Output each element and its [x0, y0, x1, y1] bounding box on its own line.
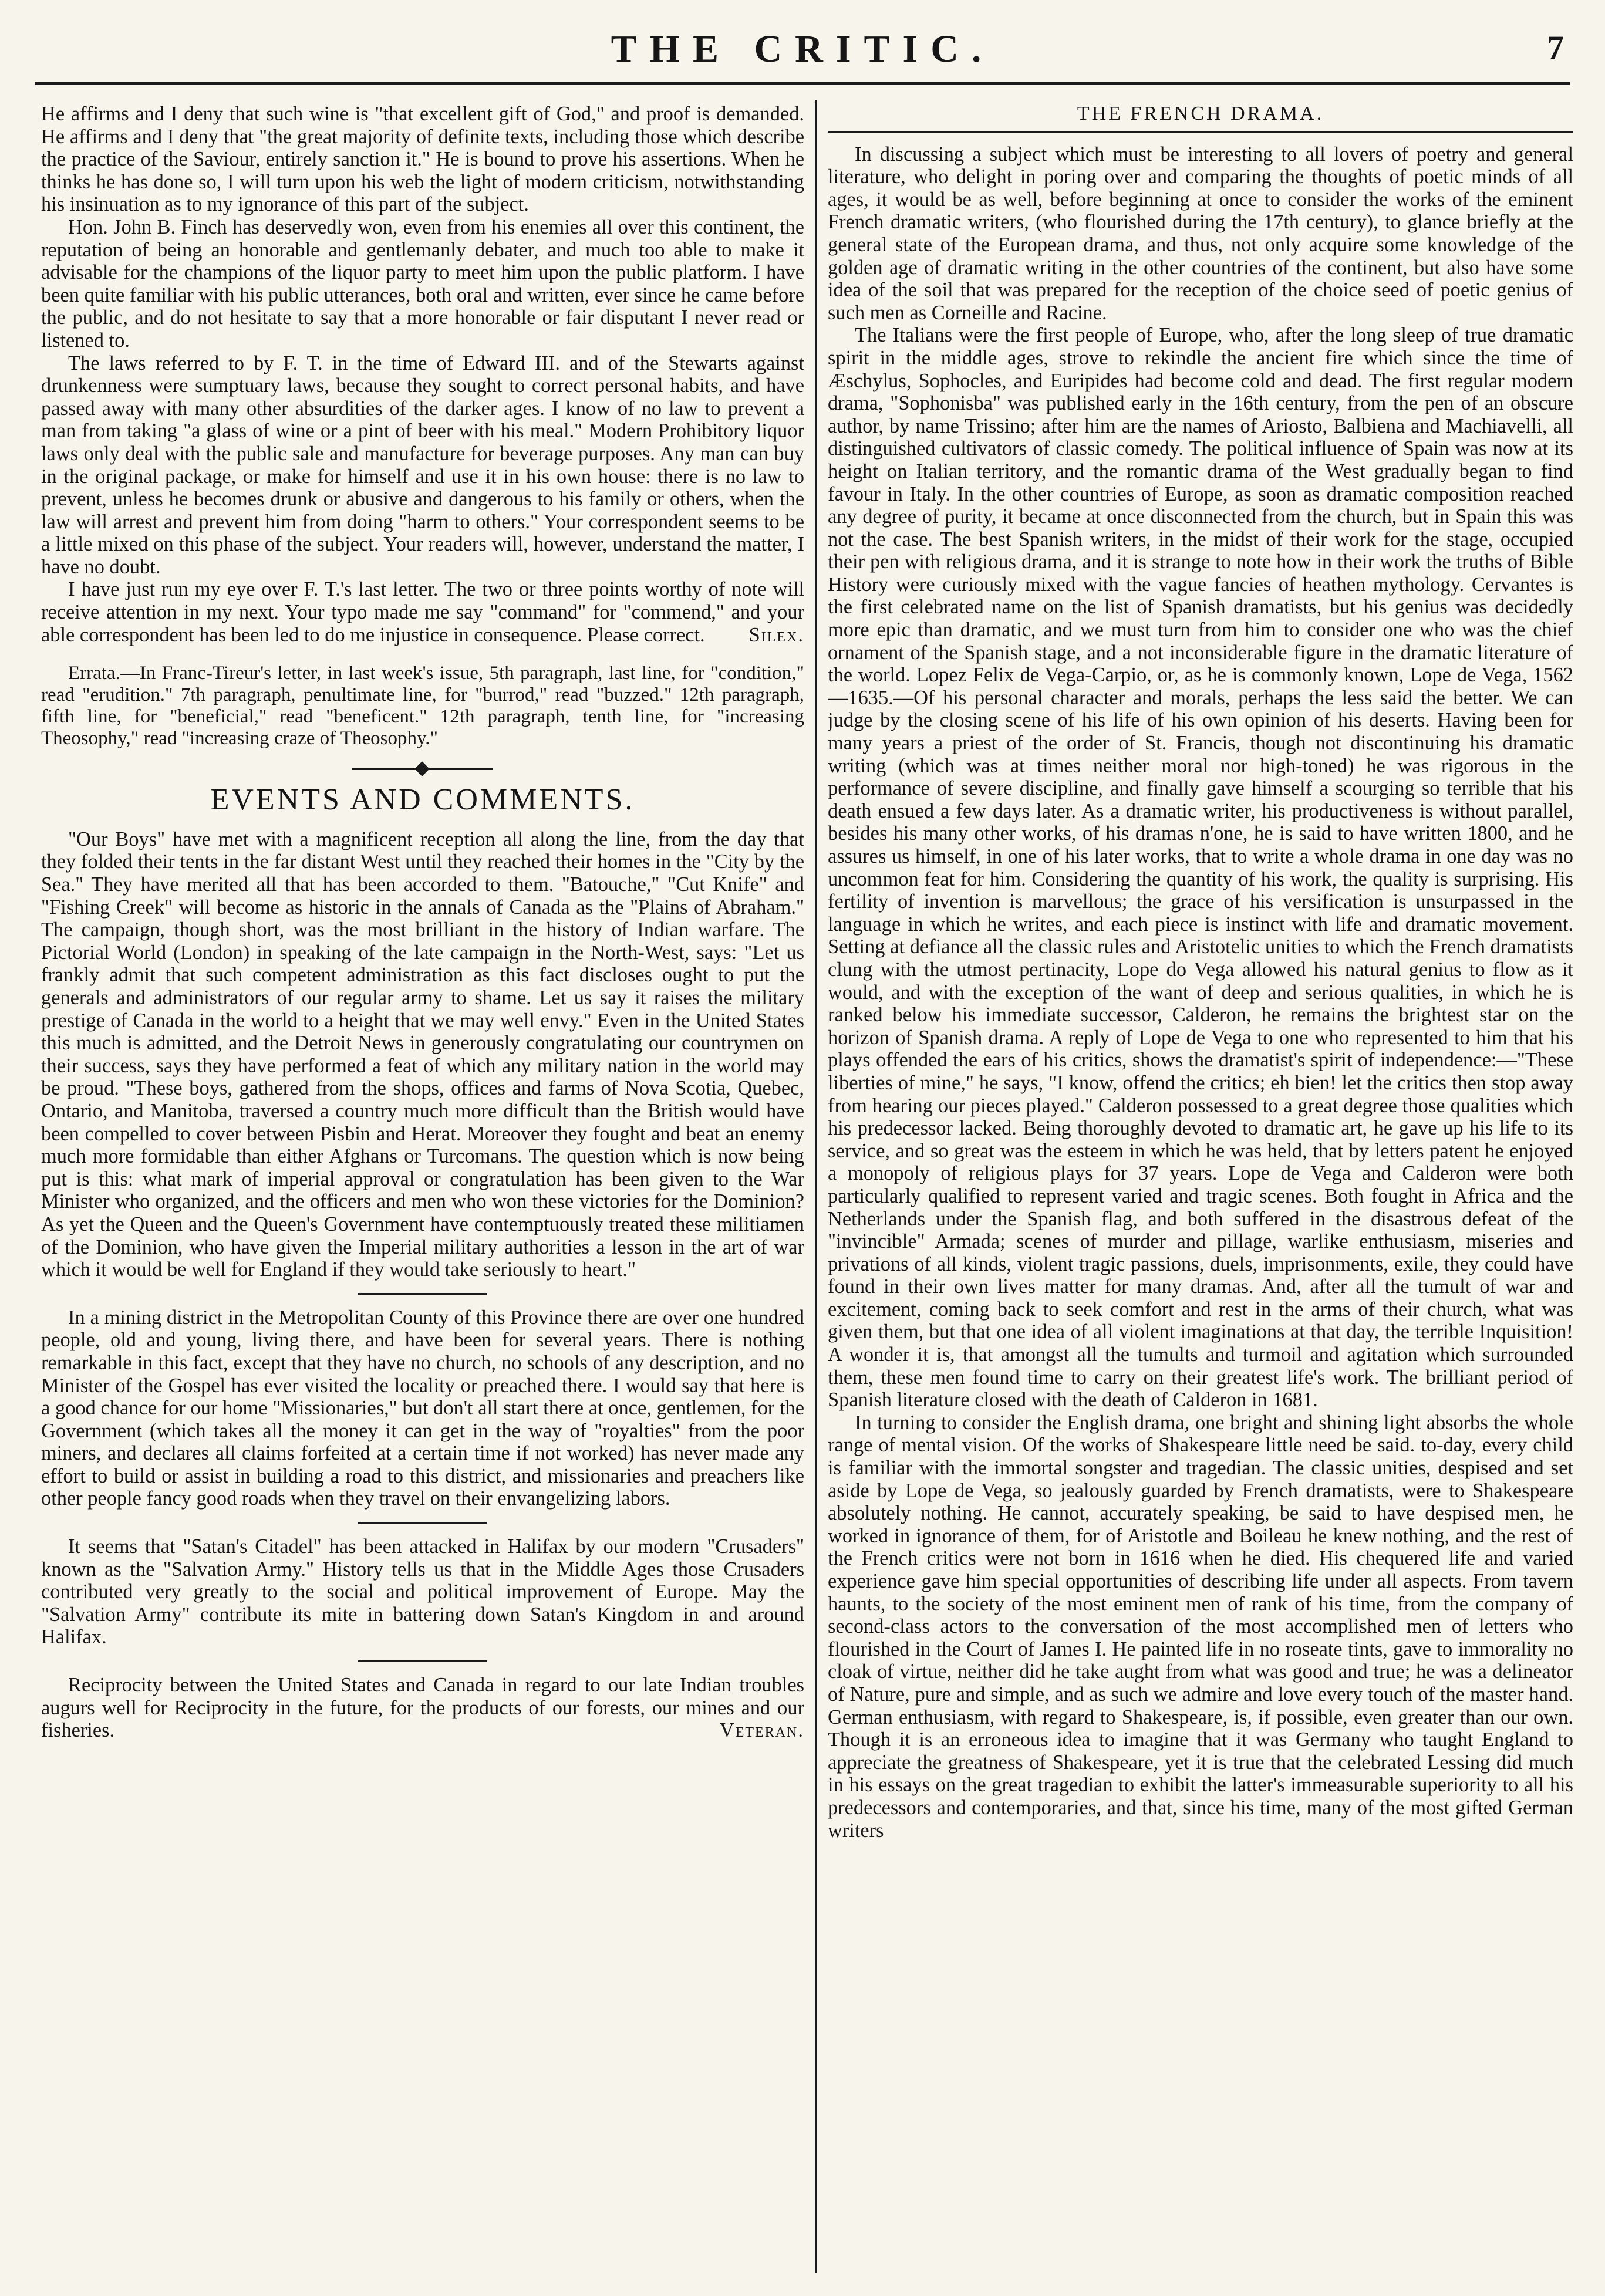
events-paragraph: In a mining district in the Metropolitan County of this Province there are over one hundred people, old and young, living there, and have been for several years. There is nothing remarkable in this fact, except that they have no church, no schools of any description, and no Minister of the Gospel has ever visited the locality or preached there. I would say that here is a good chance for our home "Missionaries," but don't all start there at once, gentlemen, for the Government (which takes all the money it can get in the way of "royalties" from the poor miners, and declares all claims forfeited at a certain time if not worked) has never made any effort to build or assist in building a road to this district, and missionaries and preachers like other people fancy good roads when they travel on their envangelizing labors. [41, 1306, 804, 1510]
events-paragraph [41, 1674, 804, 1742]
article-paragraph: In turning to consider the English drama, one bright and shining light absorbs the whole range of mental vision. Of the works of Shakespeare little need be said. to-day, every child is familiar with the immortal songster and tragedian. The classic unities, despised and set aside by Lope de Vega, so jealously guarded by French dramatists, were to Shakespeare absolutely nothing. He cannot, accurately speaking, be said to have despised men, he worked in ignorance of them, for of Aristotle and Boileau he knew nothing, and the rest of the French critics were not born in 1616 when he died. His chequered life and varied experience gave him special opportunities of describing life under all aspects. From tavern haunts, to the society of the most eminent men of rank of his time, from the company of second-class actors to the conversation of the most accomplished men of letters who flourished in the Court of James I. He painted life in no roseate tints, gave to immorality no cloak of virtue, neither did he take aught from what was good and true; he was a delineator of Nature, pure and simple, and as such we admire and love every touch of the master hand. German enthusiasm, with regard to Shakespeare, is, if possible, even greater than our own. Though it is an erroneous idea to imagine that it was Germany who taught England to appreciate the greatness of Shakespeare, yet it is true that the celebrated Lessing did much in his essays on the great tragedian to exhibit the latter's immeasurable superiority to all his predecessors and contemporaries, and that, since his time, many of the most gifted German writers [828, 1411, 1573, 1842]
letter-paragraph: He affirms and I deny that such wine is "that excellent gift of God," and proof is demanded. He affirms and I deny that "the great majority of definite texts, including those which describe the practice of the Saviour, entirely sanction it." He is bound to prove his assertions. When he thinks he has done so, I will turn upon his web the light of modern criticism, notwithstanding his insinuation as to my ignorance of this part of the subject. [41, 103, 804, 216]
separator-rule [358, 1293, 487, 1295]
spacer [41, 646, 804, 663]
letter-text: I have just run my eye over F. T.'s last letter. The two or three points worthy of note will receive attention in my next. Your typo made me say "command" for "commend," and your able correspondent has been led to do me injustice in consequence. Please correct. [41, 578, 804, 646]
page-number: 7 [1547, 29, 1564, 67]
article-paragraph: The Italians were the first people of Europe, who, after the long sleep of true dramatic spirit in the middle ages, strove to rekindle the ancient fire which since the time of Æschylus, Sophocles, and Euripides had become cold and dead. The first regular modern drama, "Sophonisba" was published early in the 16th century, from the pen of an obscure author, by name Trissino; after him are the names of Ariosto, Balbiena and Machiavelli, all distinguished cultivators of classic comedy. The political influence of Spain was now at its height on Italian territory, and the romantic drama of the West gradually began to find favour in Italy. In the other countries of Europe, as soon as dramatic composition reached any degree of purity, it became at once disconnected from the church, but in Spain this was not the case. The best Spanish writers, in the midst of their work for the stage, occupied their pen with religious drama, and it is strange to note how in their work the truths of Bible History were curiously mixed with the vague fancies of heathen mythology. Cervantes is the first celebrated name on the list of Spanish dramatists, but his genius was decidedly more epic than dramatic, and we must turn from him to consider one who was the chief ornament of the Spanish stage, and a not inconsiderable figure in the dramatic literature of the world. Lopez Felix de Vega-Carpio, or, as he is commonly known, Lope de Vega, 1562—1635.—Of his personal character and morals, perhaps the less said the better. We can judge by the closing scene of his life of his own opinion of his deserts. Having been for many years a priest of the order of St. Francis, though not discontinuing his dramatic writing (which was at times neither moral nor high-toned) he was rigorous in the performance of severe discipline, and finally gave himself a scourging so terrible that his death ensued a few days later. As a dramatic writer, his productiveness is without parallel, besides his many other works, of his dramas n'one, he is said to have written 1800, and he assures us himself, in one of his later works, that to write a whole drama in one day was no uncommon feat for him. Considering the quantity of his work, the quality is surprising. His fertility of invention is marvellous; the grace of his versification is unsurpassed in the language in which he writes, and each piece is instinct with life and dramatic movement. Setting at defiance all the classic rules and Aristotelic unities to which the French dramatists clung with the utmost pertinacity, Lope do Vega allowed his natural genius to flow as it would, and with the exception of the want of deep and serious qualities, in which he is ranked below his immediate successor, Calderon, he remains the brightest star on the horizon of Spanish drama. A reply of Lope de Vega to one who represented to him that his plays offended the ears of his critics, shows the dramatist's spirit of independence:—"These liberties of mine," he says, "I know, offend the critics; eh bien! let the critics then stop away from hearing our pieces played." Calderon possessed to a great degree those qualities which his predecessor lacked. Being thoroughly devoted to dramatic art, he gave up his life to its service, and so great was the esteem in which he was held, that by letters patent he enjoyed a monopoly of religious plays for 37 years. Lope de Vega and Calderon were both particularly qualified to represent varied and tragic scenes. Both fought in Africa and the Netherlands under the Spanish flag, and both suffered in the disastrous defeat of the "invincible" Armada; scenes of murder and pillage, warlike enthusiasm, miseries and privations of all kinds, violent tragic passions, duels, imprisonments, exile, they could have found in their own lives matter for many dramas. And, after all the tumult of war and excitement, coming back to seek comfort and rest in the arms of their church, what was given them, but that one idea of all violent imaginations at that day, the terrible Inquisition! A wonder it is, that amongst all the tumults and turmoil and agitation which surrounded them, these men found time to carry on their greatest life's work. The brilliant period of Spanish literature closed with the death of Calderon in 1681. [828, 324, 1573, 1412]
page-title: THE CRITIC. [611, 28, 994, 70]
article-heading: THE FRENCH DRAMA. [1077, 103, 1324, 124]
events-text: Reciprocity between the United States and Canada in regard to our late Indian troubles augurs well for Reciprocity in the future, for the products of our forests, our mines and our fisheries. [41, 1674, 804, 1742]
letter-signature: Silex. [748, 623, 804, 646]
letter-paragraph: Hon. John B. Finch has deservedly won, even from his enemies all over this continent, the reputation of being an honorable and gentlemanly debater, and much too able to make it advisable for the champions of the liquor party to meet him upon the public platform. I have been quite familiar with his public utterances, both oral and written, ever since he came before the public, and do not hesitate to say that a more honorable or fair disputant I never read or listened to. [41, 215, 804, 352]
letter-paragraph: The laws referred to by F. T. in the time of Edward III. and of the Stewarts against drunkenness were sumptuary laws, because they sought to correct personal habits, and have passed away with many other absurdities of the darker ages. I know of no law to prevent a man from taking "a glass of wine or a pint of beer with his meal." Modern Prohibitory liquor laws only deal with the public sale and manufacture for beverage purposes. Any man can buy in the original package, or make for himself and use it in his own house: there is no law to prevent, unless he becomes drunk or abusive and dangerous to his family or others, when the law will arrest and prevent him from doing "harm to others." Your correspondent seems to be a little mixed on this phase of the subject. Your readers will, however, understand the matter, I have no doubt. [41, 352, 804, 578]
masthead-rule [35, 82, 1570, 85]
events-paragraph: "Our Boys" have met with a magnificent reception all along the line, from the day that they folded their tents in the far distant West until they reached their homes in the "City by the Sea." They have merited all that has been accorded to them. "Batouche," "Cut Knife" and "Fishing Creek" will become as historic in the annals of Canada as the "Plains of Abraham." The campaign, though short, was the most brilliant in the history of Indian warfare. The Pictorial World (London) in speaking of the late campaign in the North-West, says: "Let us frankly admit that such competent administration as this fact discloses ought to put the generals and administrators of our regular army to shame. Let us say it raises the military prestige of Canada in the world to a height that we may well envy." Even in the United States this much is admitted, and the Detroit News in generously congratulating our countrymen on their success, says they have performed a feat of which any military nation in the world may be proud. "These boys, gathered from the shops, offices and farms of Nova Scotia, Quebec, Ontario, and Manitoba, traversed a country much more difficult than the British would have been compelled to cover between Pisbin and Herat. Moreover they fought and beat an enemy much more formidable than either Afghans or Turcomans. The question which is now being put is this: what mark of imperial approval or congratulation has been given to the War Minister who organized, and the officers and men who won these victories for the Dominion? As yet the Queen and the Queen's Government have contemptuously treated these militiamen of the Dominion, who have given the Imperial military authorities a lesson in the art of war which it would be well for England if they would take seriously to heart." [41, 828, 804, 1281]
events-signature: Veteran. [719, 1719, 804, 1742]
article-paragraph: In discussing a subject which must be interesting to all lovers of poetry and general literature, who delight in poring over and comparing the thoughts of poetic minds of all ages, it would be as well, before beginning at once to consider the works of the eminent French dramatic writers, (who flourished during the 17th century), to glance briefly at the general state of the European drama, and thus, not only acquire some knowledge of the golden age of dramatic writing in the other countries of the continent, but also have some idea of the soil that was prepared for the reception of the choice seed of poetic genius of such men as Corneille and Racine. [828, 143, 1573, 324]
errata-note: Errata.—In Franc-Tireur's letter, in last week's issue, 5th paragraph, last line, for "condition," read "erudition." 7th paragraph, penultimate line, for "burrod," read "buzzed." 12th paragraph, fifth line, for "beneficial," read "beneficent." 12th paragraph, tenth line, for "increasing Theosophy," read "increasing craze of Theosophy." [41, 663, 804, 749]
section-heading: EVENTS AND COMMENTS. [210, 783, 635, 817]
right-column [828, 103, 1573, 2273]
separator-rule [358, 1522, 487, 1524]
left-column [41, 103, 804, 2273]
column-divider [815, 100, 817, 2273]
section-ornament [352, 768, 493, 775]
events-paragraph: It seems that "Satan's Citadel" has been attacked in Halifax by our modern "Crusaders" known as the "Salvation Army." History tells us that in the Middle Ages those Crusaders contributed very greatly to the social and political improvement of Europe. May the "Salvation Army" contribute its mite in battering down Satan's Kingdom in and around Halifax. [41, 1535, 804, 1649]
separator-rule [358, 1660, 487, 1662]
letter-paragraph [41, 578, 804, 646]
masthead [35, 23, 1570, 88]
heading-rule [828, 131, 1573, 133]
